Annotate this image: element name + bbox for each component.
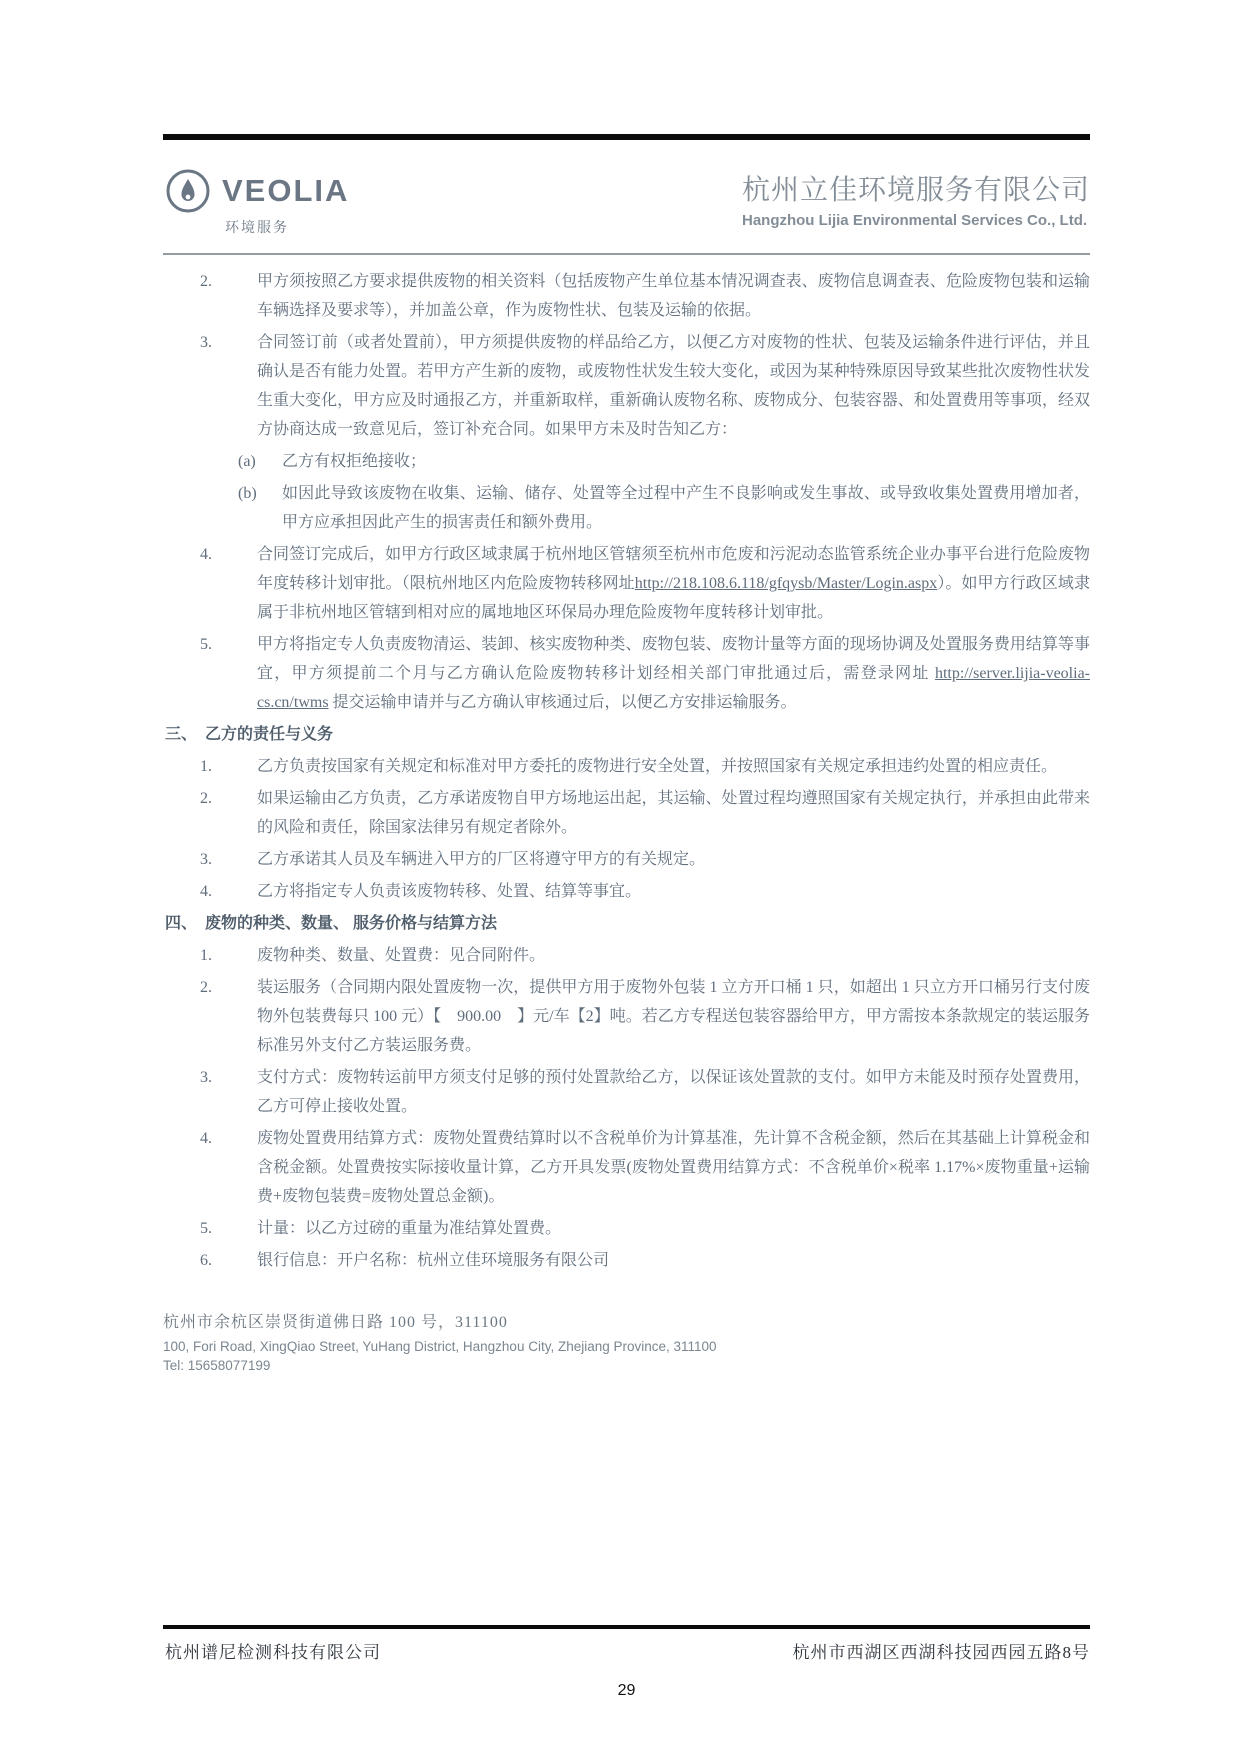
- document-page: [163, 0, 1090, 1373]
- clause-row: [163, 1246, 1090, 1275]
- clause-text: [257, 630, 1090, 717]
- clause-text: 支付方式：废物转运前甲方须支付足够的预付处置款给乙方，以保证该处置款的支付。如甲方未能及时预存处置费用，乙方可停止接收处置。: [257, 1069, 1090, 1115]
- clause-row: [163, 877, 1090, 906]
- contract-clauses: [163, 267, 1090, 1275]
- clause-number: 3.: [200, 334, 212, 351]
- clause-row: [163, 1063, 1090, 1121]
- clause-row: [163, 267, 1090, 325]
- clause-text-segment: 甲方将指定专人负责废物清运、装卸、核实废物种类、废物包装、废物计量等方面的现场协调及处置服务费用结算等事宜，甲方须提前二个月与乙方确认危险废物转移计划经相关部门审批通过后，需登录网址: [257, 636, 1090, 682]
- clause-number: (a): [238, 453, 256, 470]
- clause-row: [163, 973, 1090, 1060]
- clause-text: 如因此导致该废物在收集、运输、储存、处置等全过程中产生不良影响或发生事故、或导致收集处置费用增加者，甲方应承担因此产生的损害责任和额外费用。: [282, 485, 1090, 531]
- footer-divider: [163, 1625, 1090, 1629]
- clause-number: 3.: [200, 851, 212, 868]
- clause-text: 乙方负责按国家有关规定和标准对甲方委托的废物进行安全处置，并按照国家有关规定承担违约处置的相应责任。: [257, 758, 1058, 775]
- clause-row: [163, 784, 1090, 842]
- clause-text: 计量：以乙方过磅的重量为准结算处置费。: [257, 1220, 562, 1237]
- clause-row: [163, 1214, 1090, 1243]
- clause-text: 乙方有权拒绝接收；: [282, 453, 427, 470]
- clause-text: 甲方须按照乙方要求提供废物的相关资料（包括废物产生单位基本情况调查表、废物信息调查表、危险废物包装和运输车辆选择及要求等），并加盖公章，作为废物性状、包装及运输的依据。: [257, 273, 1090, 319]
- page-number: 29: [617, 1682, 636, 1699]
- clause-subitem-row: [163, 479, 1090, 537]
- clause-number: 3.: [200, 1069, 212, 1086]
- clause-text-segment: ）。如甲方行政区域隶属于非杭州地区管辖到相对应的属地地区环保局办理危险废物年度转移计划审批。: [257, 575, 1090, 621]
- clause-text: 乙方将指定专人负责该废物转移、处置、结算等事宜。: [257, 883, 642, 900]
- clause-text: 装运服务（合同期内限处置废物一次，提供甲方用于废物外包装 1 立方开口桶 1 只，如超出 1 只立方开口桶另行支付废物外包装费每只 100 元）【 900.00 】元/车【2】吨。若乙方专程送包装容器给甲方，甲方需按本条款规定的装运服务标准另外支付乙方装运服务费。: [257, 979, 1090, 1054]
- clause-text: 废物处置费用结算方式：废物处置费结算时以不含税单价为计算基准，先计算不含税金额，然后在其基础上计算税金和含税金额。处置费按实际接收量计算，乙方开具发票(废物处置费用结算方式：不含税单价×税率 1.17%×废物重量+运输费+废物包装费=废物处置总金额)。: [257, 1130, 1090, 1205]
- address-tel: Tel: 15658077199: [163, 1358, 271, 1373]
- header-divider: [163, 253, 1090, 255]
- clause-number: 1.: [200, 947, 212, 964]
- footer-company-left: 杭州谱尼检测科技有限公司: [165, 1643, 381, 1662]
- clause-text: 乙方承诺其人员及车辆进入甲方的厂区将遵守甲方的有关规定。: [257, 851, 706, 868]
- clause-number: 4.: [200, 546, 212, 563]
- page-header: [163, 166, 1090, 237]
- clause-row: [163, 941, 1090, 970]
- section-title: 废物的种类、数量、 服务价格与结算方法: [205, 915, 498, 932]
- veolia-brand-text: VEOLIA: [222, 173, 350, 208]
- clause-text: 废物种类、数量、处置费：见合同附件。: [257, 947, 546, 964]
- clause-number: 2.: [200, 979, 212, 996]
- clause-row: [163, 845, 1090, 874]
- clause-text-segment: 合同签订完成后，如甲方行政区域隶属于杭州地区管辖须至杭州市危废和污泥动态监管系统企业办事平台进行危险废物年度转移计划审批。（限杭州地区内危险废物转移网址: [257, 546, 1090, 592]
- clause-row: [163, 328, 1090, 444]
- section-number: 三、: [165, 726, 198, 743]
- clause-row: [163, 1124, 1090, 1211]
- clause-text: 合同签订前（或者处置前），甲方须提供废物的样品给乙方，以便乙方对废物的性状、包装及运输条件进行评估，并且确认是否有能力处置。若甲方产生新的废物，或废物性状发生较大变化，或因为某种特殊原因导致某些批次废物性状发生重大变化，甲方应及时通报乙方，并重新取样，重新确认废物名称、废物成分、包装容器、和处置费用等事项，经双方协商达成一致意见后，签订补充合同。如果甲方未及时告知乙方：: [257, 334, 1090, 438]
- section-title: 乙方的责任与义务: [205, 726, 334, 743]
- clause-number: 4.: [200, 883, 212, 900]
- transport-request-portal-link[interactable]: http://server.lijia-veolia-cs.cn/twms: [257, 665, 1090, 711]
- clause-row: [163, 540, 1090, 627]
- clause-number: 6.: [200, 1252, 212, 1269]
- clause-subitem-row: [163, 447, 1090, 476]
- company-name-en: Hangzhou Lijia Environmental Services Co., Ltd.: [741, 212, 1088, 229]
- clause-number: (b): [238, 485, 257, 502]
- section-heading-row: [163, 720, 1090, 749]
- section-number: 四、: [165, 915, 198, 932]
- clause-row: [163, 752, 1090, 781]
- clause-text-segment: 提交运输申请并与乙方确认审核通过后，以便乙方安排运输服务。: [328, 694, 797, 711]
- clause-number: 1.: [200, 758, 212, 775]
- veolia-logo-block: [163, 166, 349, 237]
- veolia-tagline: 环境服务: [225, 221, 289, 236]
- clause-number: 2.: [200, 273, 212, 290]
- clause-text: 如果运输由乙方负责，乙方承诺废物自甲方场地运出起，其运输、处置过程均遵照国家有关规定执行，并承担由此带来的风险和责任，除国家法律另有规定者除外。: [257, 790, 1090, 836]
- company-name-block: [742, 166, 1090, 229]
- top-divider: [163, 134, 1090, 140]
- veolia-circle-logo-icon: [163, 166, 213, 216]
- clause-number: 5.: [200, 1220, 212, 1237]
- company-address-block: [163, 1309, 1090, 1373]
- clause-number: 4.: [200, 1130, 212, 1147]
- clause-row: [163, 630, 1090, 717]
- clause-text: [257, 540, 1090, 627]
- footer-address-right: 杭州市西湖区西湖科技园西园五路8号: [792, 1643, 1090, 1662]
- address-en: 100, Fori Road, XingQiao Street, YuHang District, Hangzhou City, Zhejiang Province, 311100: [163, 1339, 717, 1354]
- clause-text: 银行信息：开户名称：杭州立佳环境服务有限公司: [257, 1252, 610, 1269]
- clause-number: 2.: [200, 790, 212, 807]
- clause-number: 5.: [200, 636, 212, 653]
- address-cn: 杭州市余杭区崇贤街道佛日路 100 号，311100: [163, 1314, 508, 1331]
- hazwaste-transfer-portal-link[interactable]: http://218.108.6.118/gfqysb/Master/Login.aspx: [634, 575, 938, 592]
- section-heading-row: [163, 909, 1090, 938]
- company-name-cn: 杭州立佳环境服务有限公司: [741, 175, 1090, 206]
